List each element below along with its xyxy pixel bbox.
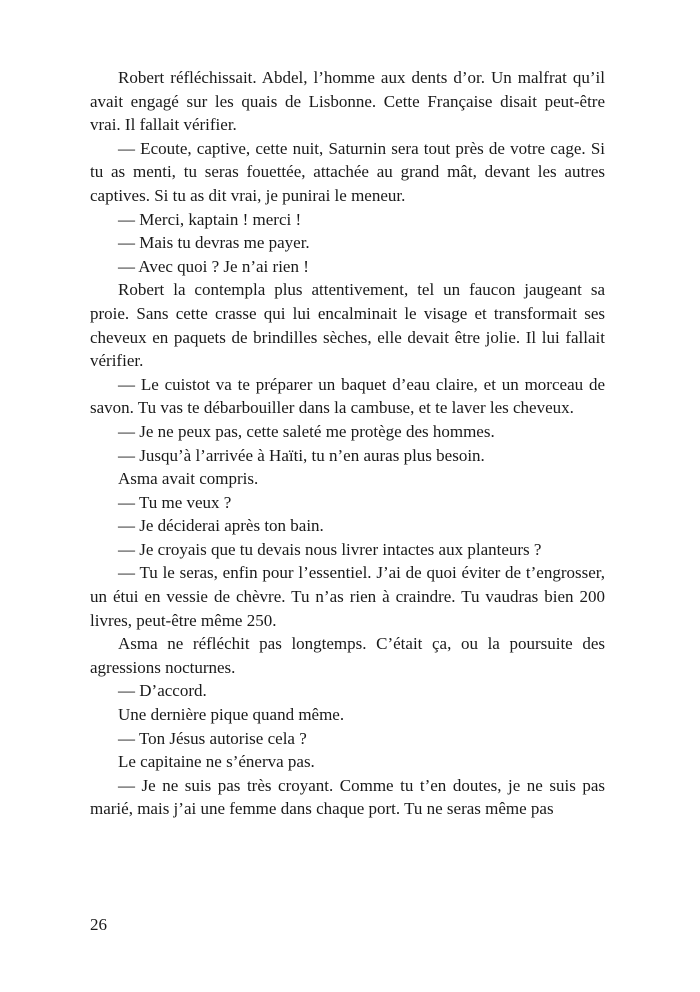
paragraph: — Jusqu’à l’arrivée à Haïti, tu n’en auras plus besoin. <box>118 445 485 465</box>
paragraph: Une dernière pique quand même. <box>118 705 345 725</box>
paragraph: — Tu le seras, enfin pour l’essentiel. J’ai de quoi éviter de t’engrosser, un étui en vessie de chèvre. Tu n’as rien à craindre. Tu vaudras bien 200 livres, peut-être même 250. <box>90 563 605 630</box>
paragraph: — Je ne peux pas, cette saleté me protège des hommes. <box>118 421 495 441</box>
paragraph: — Ton Jésus autorise cela ? <box>118 728 307 748</box>
paragraph: — Je ne suis pas très croyant. Comme tu t’en doutes, je ne suis pas marié, mais j’ai une femme dans chaque port. Tu ne seras même pas <box>90 775 605 819</box>
paragraph: — Tu me veux ? <box>118 492 232 512</box>
paragraph: Le capitaine ne s’énerva pas. <box>118 752 315 772</box>
paragraph: — Le cuistot va te préparer un baquet d’eau claire, et un morceau de savon. Tu vas te débarbouiller dans la cambuse, et te laver les cheveux. <box>90 374 605 418</box>
paragraph: — Ecoute, captive, cette nuit, Saturnin sera tout près de votre cage. Si tu as menti, tu seras fouettée, attachée au grand mât, devant les autres captives. Si tu as dit vrai, je punirai le meneur. <box>90 138 605 205</box>
paragraph: Robert réfléchissait. Abdel, l’homme aux dents d’or. Un malfrat qu’il avait engagé sur les quais de Lisbonne. Cette Française disait peut-être vrai. Il fallait vérifier. <box>90 68 605 135</box>
body-text <box>90 66 605 821</box>
paragraph: — Avec quoi ? Je n’ai rien ! <box>118 256 309 276</box>
paragraph: — D’accord. <box>118 681 207 701</box>
paragraph: Asma ne réfléchit pas longtemps. C’était ça, ou la poursuite des agressions nocturnes. <box>90 634 605 677</box>
paragraph: — Je croyais que tu devais nous livrer intactes aux planteurs ? <box>118 539 542 559</box>
page-number: 26 <box>90 915 107 934</box>
paragraph: Robert la contempla plus attentivement, tel un faucon jaugeant sa proie. Sans cette crasse qui lui encalminait le visage et transformait ses cheveux en paquets de brindilles sèches, elle devait être jolie. Il lui fallait vérifier. <box>90 280 605 371</box>
paragraph: — Je déciderai après ton bain. <box>118 516 324 536</box>
paragraph: Asma avait compris. <box>118 469 259 489</box>
paragraph: — Mais tu devras me payer. <box>118 233 310 253</box>
paragraph: — Merci, kaptain ! merci ! <box>118 209 302 229</box>
